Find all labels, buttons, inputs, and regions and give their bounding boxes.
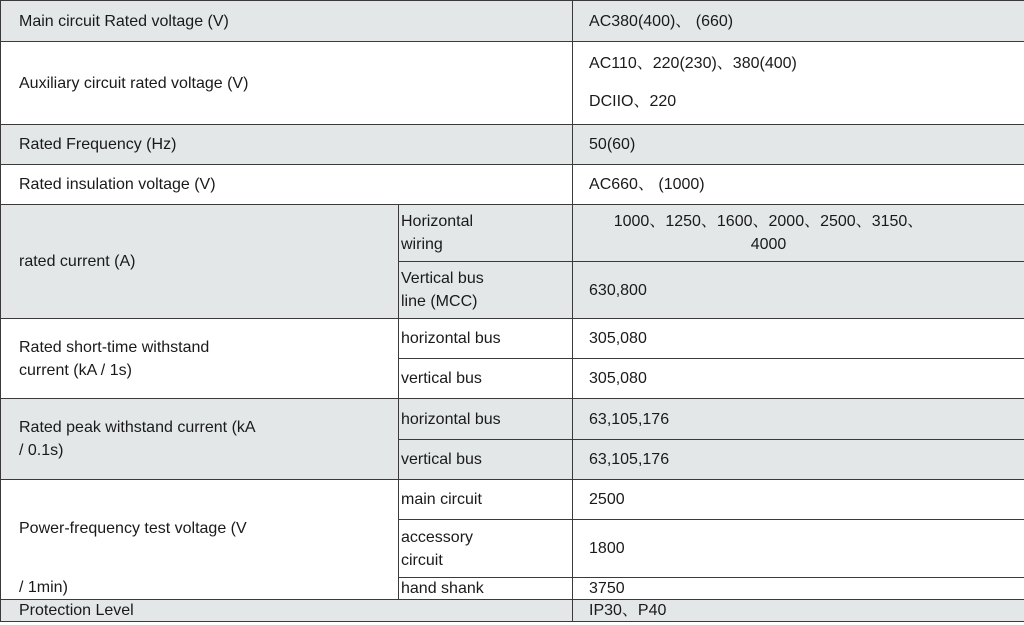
row-protection xyxy=(1,600,1024,622)
value-peak-horizontal: 63,105,176 xyxy=(573,399,1024,440)
value-vertical-bus-line: 630,800 xyxy=(573,262,1024,319)
row-test-hand xyxy=(1,578,1024,600)
sub-short-horizontal: horizontal bus xyxy=(399,319,573,359)
value-horizontal-wiring: 1000、1250、1600、2000、2500、3150、 4000 xyxy=(573,205,1024,262)
row-insulation xyxy=(1,165,1024,205)
row-rated-current-horizontal xyxy=(1,205,1024,262)
label-short-time: Rated short-time withstand current (kA / 1s) xyxy=(1,319,399,399)
label-test-voltage-tail: / 1min) xyxy=(1,578,399,600)
value-accessory-circuit: 1800 xyxy=(573,520,1024,578)
row-frequency xyxy=(1,125,1024,165)
value-short-vertical: 305,080 xyxy=(573,359,1024,399)
label-test-voltage: Power-frequency test voltage (V xyxy=(1,480,399,578)
label-rated-current: rated current (A) xyxy=(1,205,399,319)
sub-horizontal-wiring: Horizontal wiring xyxy=(399,205,573,262)
value-protection: IP30、P40 xyxy=(573,600,1024,622)
label-frequency: Rated Frequency (Hz) xyxy=(1,125,573,165)
label-peak: Rated peak withstand current (kA / 0.1s) xyxy=(1,399,399,480)
value-peak-vertical: 63,105,176 xyxy=(573,440,1024,480)
sub-short-vertical: vertical bus xyxy=(399,359,573,399)
value-frequency: 50(60) xyxy=(573,125,1024,165)
row-short-time-horizontal xyxy=(1,319,1024,359)
label-main-voltage: Main circuit Rated voltage (V) xyxy=(1,1,573,42)
sub-vertical-bus-line: Vertical bus line (MCC) xyxy=(399,262,573,319)
sub-hand-shank: hand shank xyxy=(399,578,573,600)
label-insulation: Rated insulation voltage (V) xyxy=(1,165,573,205)
value-main-circuit: 2500 xyxy=(573,480,1024,520)
sub-peak-horizontal: horizontal bus xyxy=(399,399,573,440)
sub-accessory-circuit: accessory circuit xyxy=(399,520,573,578)
row-main-voltage xyxy=(1,1,1024,42)
value-short-horizontal: 305,080 xyxy=(573,319,1024,359)
label-aux-voltage: Auxiliary circuit rated voltage (V) xyxy=(1,42,573,125)
value-aux-dc: DCIIO、220 xyxy=(589,93,677,110)
sub-peak-vertical: vertical bus xyxy=(399,440,573,480)
value-main-voltage: AC380(400)、 (660) xyxy=(573,1,1024,42)
value-hand-shank: 3750 xyxy=(573,578,1024,600)
row-peak-horizontal xyxy=(1,399,1024,440)
value-insulation: AC660、 (1000) xyxy=(573,165,1024,205)
value-aux-voltage xyxy=(573,42,1024,125)
value-aux-ac: AC110、220(230)、380(400) xyxy=(589,55,797,72)
sub-main-circuit: main circuit xyxy=(399,480,573,520)
row-aux-voltage xyxy=(1,42,1024,125)
label-protection: Protection Level xyxy=(1,600,573,622)
row-test-main xyxy=(1,480,1024,520)
